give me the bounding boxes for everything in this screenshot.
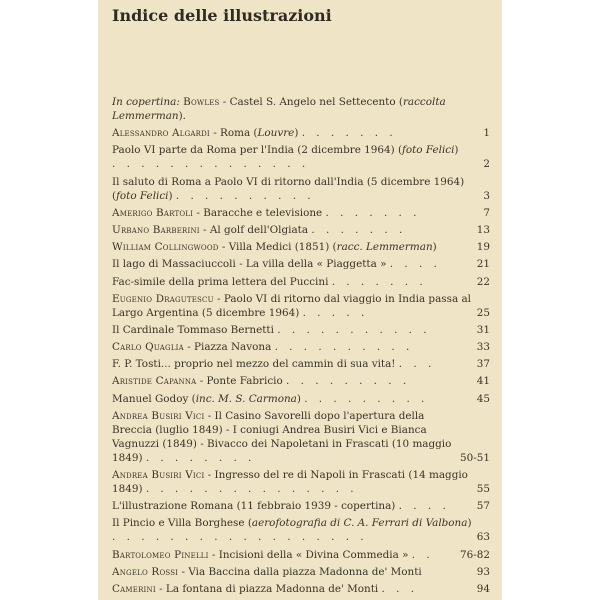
entry-text-part: - Castel S. Angelo nel Settecento ( (219, 96, 403, 108)
entry-text-part: - Via Baccina dalla piazza Madonna de' Monti (178, 565, 422, 578)
leader-dots: . . . . (398, 500, 450, 513)
entry-text-part: Andrea Busiri Vici (112, 409, 205, 422)
entry-page-number: 33 (476, 341, 490, 354)
index-entry (112, 175, 490, 203)
leader-dots: . . . . . . . (331, 275, 427, 288)
entry-text-part: - Roma ( (209, 127, 258, 140)
entry-page-number: 7 (483, 206, 490, 219)
leader-dots: . . . . . . . . . (286, 375, 411, 388)
leader-dots: . . . . . (302, 306, 369, 319)
entry-page-number: 1 (483, 127, 490, 140)
index-entry (112, 257, 490, 271)
entry-text-part: Angelo Rossi (112, 565, 179, 578)
entry-page-number: 63 (476, 531, 490, 544)
entry-text-part: - Villa Medici (1851) ( (218, 241, 337, 254)
leader-dots: . . . . . . . . . (304, 392, 429, 405)
entry-text-part: Amerigo Bartoli (112, 206, 194, 219)
index-entry (112, 468, 490, 496)
entry-page-number: 25 (476, 306, 490, 319)
index-entry (112, 206, 490, 220)
entry-page-number: 13 (476, 223, 490, 236)
leader-dots: . . . (381, 582, 419, 595)
index-entry (112, 340, 490, 354)
entry-text-part: ) (296, 392, 305, 405)
entry-caption (112, 516, 472, 544)
entry-text-part: L'illustrazione Romana (11 febbraio 1939 - copertina) (112, 500, 399, 513)
index-entry (112, 240, 490, 254)
entry-text-part: aerofotografia di C. A. Ferrari di Valbona (251, 517, 468, 530)
entry-text-part: Camerini (112, 582, 156, 595)
entry-text-part: Urbano Barberini (112, 223, 200, 236)
entry-page-number: 45 (476, 392, 490, 405)
index-entry (112, 292, 490, 320)
entry-text-part: - Ponte Fabricio (196, 375, 287, 388)
leader-dots: . . . . . . . . . . . (277, 323, 431, 336)
entry-caption (112, 468, 472, 496)
entry-caption (112, 95, 472, 123)
leader-dots: . . . . . . . (325, 206, 421, 219)
entry-caption (112, 340, 472, 354)
entry-text-part: F. P. Tosti... proprio nel mezzo del cammin di sua vita! (112, 358, 399, 371)
entry-caption (112, 323, 472, 337)
entry-text-part: Manuel Godoy ( (112, 392, 196, 405)
index-entry (112, 392, 490, 406)
index-entry (112, 374, 490, 388)
entry-text-part: ). (178, 110, 186, 122)
entry-text-part: Fac-simile della prima lettera del Puccini (112, 275, 332, 288)
entry-text-part: ) (168, 189, 176, 202)
entry-caption (112, 392, 472, 406)
entry-text-part: Andrea Busiri Vici (112, 469, 205, 481)
entry-text-part: foto Felici (402, 144, 455, 157)
leader-dots: . . (411, 548, 434, 561)
index-entry (112, 499, 490, 513)
entry-page-number: 19 (476, 241, 490, 254)
entry-page-number: 57 (476, 500, 490, 513)
entry-caption (112, 240, 472, 254)
entry-text-part: Eugenio Dragutescu (112, 292, 214, 305)
leader-dots: . . . . . . . (301, 127, 397, 140)
entry-caption (112, 565, 472, 579)
entry-text-part: Bartolomeo Pinelli (112, 548, 209, 561)
entry-text-part: - Paolo VI di ritorno dal viaggio in India passa al Largo Argentina (5 dicembre 1964) (112, 292, 471, 319)
index-entry (112, 516, 490, 544)
entry-text-part: - Al golf dell'Olgiata (199, 223, 312, 236)
index-entry (112, 143, 490, 171)
entry-page-number: 50-51 (460, 451, 490, 464)
entry-page-number: 76-82 (460, 548, 490, 561)
index-entry (112, 275, 490, 289)
page-title: Indice delle illustrazioni (112, 6, 332, 25)
entry-text-part: - La fontana di piazza Madonna de' Monti (155, 582, 382, 595)
entry-text-part: Il Cardinale Tommaso Bernetti (112, 323, 278, 336)
entry-text-part: racc. Lemmerman (336, 241, 433, 254)
index-entry (112, 582, 490, 596)
entry-text-part: Carlo Quaglia (112, 341, 184, 354)
entry-text-part: Aristide Capanna (112, 375, 197, 388)
index-entry (112, 357, 490, 371)
entry-text-part: Il Pincio e Villa Borghese ( (112, 517, 252, 530)
index-entry (112, 323, 490, 337)
entry-text-part: inc. M. S. Carmona (195, 392, 297, 405)
entry-text-part: foto Felici (116, 189, 169, 202)
entry-text-part: - Incisioni della « Divina Commedia » (208, 548, 412, 561)
leader-dots: . . . . . . . . (145, 451, 256, 464)
entry-caption (112, 499, 472, 513)
book-page (98, 0, 502, 600)
entry-page-number: 31 (476, 323, 490, 336)
leader-dots: . . . . . . . . . . (175, 189, 315, 202)
entry-page-number: 22 (476, 275, 490, 288)
entry-text-part: Bowles (183, 96, 220, 108)
entry-caption (112, 223, 472, 237)
entry-page-number: 93 (476, 565, 490, 578)
leader-dots: . . . . . . . . . . . . . . . . . . (112, 531, 368, 544)
entry-text-part: In copertina: (112, 96, 180, 108)
leader-dots: . . . . . . . (311, 223, 407, 236)
entry-text-part: William Collingwood (112, 241, 219, 254)
entry-text-part: Alessandro Algardi (112, 127, 210, 140)
entry-page-number: 41 (476, 375, 490, 388)
entry-page-number: 37 (476, 358, 490, 371)
entry-caption (112, 374, 472, 388)
illustrations-index-list (112, 95, 490, 599)
entry-text-part: - Ingresso del re di Napoli in Frascati (14 maggio 1849) (112, 469, 468, 495)
entry-caption (112, 257, 472, 271)
entry-text-part: ) (294, 127, 302, 140)
entry-caption (112, 206, 472, 220)
entry-page-number: 3 (483, 189, 490, 202)
index-entry (112, 548, 490, 562)
entry-caption (112, 126, 472, 140)
index-entry (112, 126, 490, 140)
entry-page-number: 2 (483, 158, 490, 171)
entry-caption (112, 357, 472, 371)
entry-caption (112, 275, 472, 289)
index-entry (112, 95, 490, 123)
leader-dots: . . . . . . . . . . . . . . (112, 158, 310, 171)
entry-text-part: Il lago di Massaciuccoli - La villa della « Piaggetta » (112, 258, 390, 271)
entry-page-number: 94 (476, 582, 490, 595)
leader-dots: . . . . (389, 258, 441, 271)
index-entry (112, 223, 490, 237)
entry-text-part: ) (432, 241, 437, 254)
entry-caption (112, 582, 472, 596)
entry-caption (112, 292, 472, 320)
entry-text-part: Louvre (257, 127, 295, 140)
entry-text-part: Paolo VI parte da Roma per l'India (2 dicembre 1964) ( (112, 144, 402, 157)
entry-page-number: 21 (476, 258, 490, 271)
entry-page-number: 55 (476, 483, 490, 495)
entry-text-part: ) (454, 144, 459, 157)
entry-caption (112, 409, 456, 465)
entry-text-part: - Baracche e televisione (193, 206, 326, 219)
leader-dots: . . . . . . . . . . . . . . . (145, 483, 358, 495)
entry-text-part: raccolta Lemmerman (112, 96, 446, 122)
leader-dots: . . . . . . . . . . (274, 341, 414, 354)
entry-caption (112, 548, 456, 562)
entry-caption (112, 175, 472, 203)
entry-text-part: - Piazza Navona (183, 341, 275, 354)
index-entry (112, 565, 490, 579)
entry-caption (112, 143, 472, 171)
leader-dots: . . . (398, 358, 436, 371)
entry-text-part: ) (467, 517, 472, 530)
entry-text-part: Il saluto di Roma a Paolo VI di ritorno dall'India (5 dicembre 1964) ( (112, 175, 465, 202)
entry-text-part: - Il Casino Savorelli dopo l'apertura della Breccia (luglio 1849) - I coniugi Andrea Busiri Vici e Bianca Vagnuzzi (1849) - Bivacco dei Napoletani in Frascati (10 maggio 1849) (112, 409, 452, 464)
index-entry (112, 409, 490, 465)
